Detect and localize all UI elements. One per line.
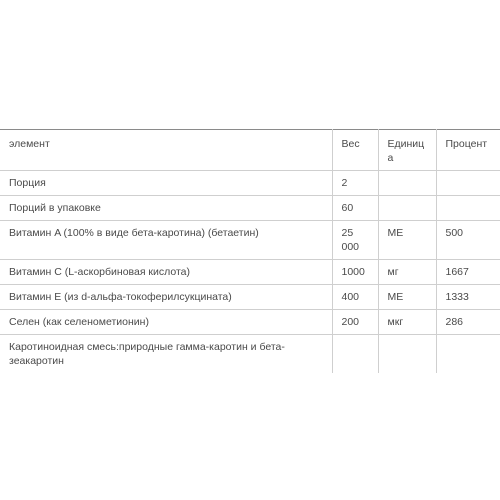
header-unit: Единица <box>378 130 436 171</box>
cell-weight: 2 <box>332 171 378 196</box>
cell-weight: 25 000 <box>332 221 378 260</box>
header-weight: Вес <box>332 130 378 171</box>
table-row <box>0 221 500 260</box>
cell-weight: 400 <box>332 285 378 310</box>
cell-unit <box>378 335 436 374</box>
table-row <box>0 196 500 221</box>
cell-element-name: Каротиноидная смесь:природные гамма-каротин и бета-зеакаротин <box>0 335 332 374</box>
cell-unit: мг <box>378 260 436 285</box>
cell-element-name: Селен (как селенометионин) <box>0 310 332 335</box>
cell-percent: 286 <box>436 310 500 335</box>
nutrition-facts-table <box>0 129 500 373</box>
table-row <box>0 335 500 374</box>
cell-percent <box>436 196 500 221</box>
cell-element-name: Витамин A (100% в виде бета-каротина) (бетаетин) <box>0 221 332 260</box>
cell-weight <box>332 335 378 374</box>
cell-weight: 1000 <box>332 260 378 285</box>
cell-percent: 500 <box>436 221 500 260</box>
cell-unit <box>378 171 436 196</box>
table-header-row <box>0 130 500 171</box>
cell-percent <box>436 335 500 374</box>
cell-weight: 60 <box>332 196 378 221</box>
cell-percent: 1667 <box>436 260 500 285</box>
table-row <box>0 260 500 285</box>
cell-unit: МЕ <box>378 285 436 310</box>
cell-percent <box>436 171 500 196</box>
cell-element-name: Порций в упаковке <box>0 196 332 221</box>
cell-unit <box>378 196 436 221</box>
cell-percent: 1333 <box>436 285 500 310</box>
header-percent: Процент <box>436 130 500 171</box>
cell-element-name: Витамин E (из d-альфа-токоферилсукцината) <box>0 285 332 310</box>
table-row <box>0 285 500 310</box>
cell-element-name: Витамин C (L-аскорбиновая кислота) <box>0 260 332 285</box>
cell-unit: МЕ <box>378 221 436 260</box>
header-element: элемент <box>0 130 332 171</box>
cell-weight: 200 <box>332 310 378 335</box>
cell-element-name: Порция <box>0 171 332 196</box>
table-row <box>0 171 500 196</box>
table-row <box>0 310 500 335</box>
cell-unit: мкг <box>378 310 436 335</box>
